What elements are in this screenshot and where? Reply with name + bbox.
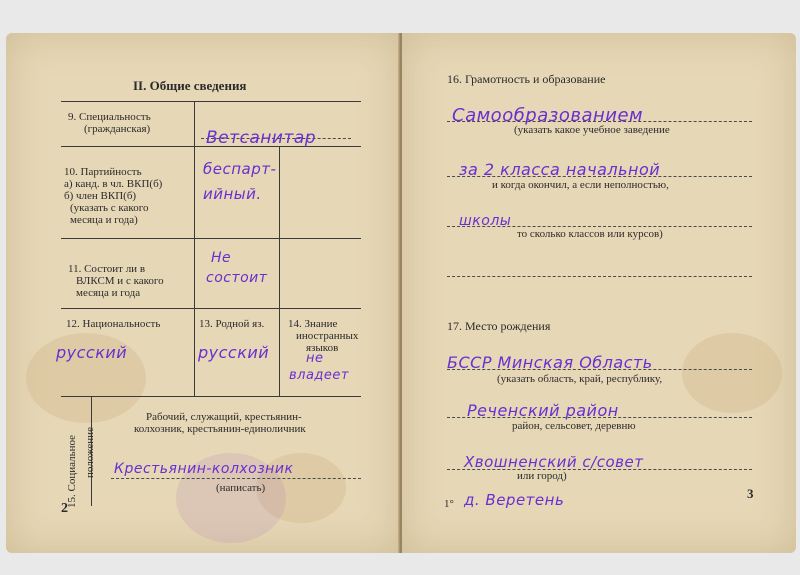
page-number: 3: [747, 486, 754, 501]
field-17-value: д. Веретень: [464, 491, 565, 509]
field-16-value: Самообразованием: [452, 105, 644, 126]
right-page: [402, 33, 796, 553]
field-12-value: русский: [56, 343, 128, 362]
field-17-hint: район, сельсовет, деревню: [512, 420, 636, 432]
field-12-label: 12. Национальность: [66, 318, 161, 330]
field-15-hint: Рабочий, служащий, крестьянин-: [146, 411, 302, 423]
fill-line: [447, 226, 752, 227]
section-title: II. Общие сведения: [133, 78, 247, 93]
field-17-value: БССР Минская Область: [447, 353, 653, 372]
table-rule: [61, 308, 361, 309]
field-15-label: положение: [84, 427, 96, 478]
field-11-label: ВЛКСМ и с какого: [76, 275, 164, 287]
fill-line: [447, 469, 752, 470]
field-16-label: 16. Грамотность и образование: [447, 72, 606, 86]
field-11-label: 11. Состоит ли в: [68, 263, 146, 275]
field-10-label: б) член ВКП(б): [64, 190, 137, 202]
table-rule: [279, 146, 280, 396]
field-16-value: школы: [459, 213, 512, 229]
field-17-prefix: 1°: [444, 498, 454, 510]
field-10-value: беспарт-: [203, 160, 277, 178]
field-10-label: (указать с какого: [70, 202, 149, 214]
field-13-label: 13. Родной яз.: [199, 318, 265, 330]
field-15-caption: (написать): [216, 482, 266, 494]
field-10-value: ийный.: [203, 185, 262, 203]
fill-line: [447, 369, 752, 370]
field-10-label: месяца и года): [70, 214, 138, 226]
field-11-value: состоит: [206, 270, 268, 286]
field-9-label: 9. Специальность: [68, 111, 151, 123]
field-13-value: русский: [198, 343, 270, 362]
fill-line: [447, 276, 752, 277]
field-16-value: за 2 класса начальной: [459, 160, 661, 179]
field-17-hint: (указать область, край, республику,: [497, 373, 663, 385]
field-17-value: Реченский район: [467, 401, 619, 420]
field-17-value: Хвошненский с/совет: [464, 453, 644, 471]
field-14-label: языков: [306, 342, 339, 354]
table-rule: [61, 238, 361, 239]
field-10-label: а) канд. в чл. ВКП(б): [64, 178, 163, 190]
paper-stain: [682, 333, 782, 413]
open-document-spread: [6, 33, 796, 553]
field-9-value: Ветсанитар: [206, 128, 317, 148]
field-15-label: 15. Социальное: [66, 435, 78, 508]
fill-line: [447, 121, 752, 122]
field-10-label: 10. Партийность: [64, 166, 142, 178]
field-16-hint: и когда окончил, а если неполностью,: [492, 179, 669, 191]
field-14-label: 14. Знание: [288, 318, 338, 330]
field-16-hint: (указать какое учебное заведение: [514, 124, 670, 136]
field-15-value: Крестьянин-колхозник: [114, 461, 294, 477]
table-rule: [194, 101, 195, 396]
field-17-label: 17. Место рождения: [447, 319, 551, 333]
fill-line: [447, 176, 752, 177]
field-11-label: месяца и года: [76, 287, 141, 299]
left-page: [6, 33, 400, 553]
field-15-hint: колхозник, крестьянин-единоличник: [134, 423, 306, 435]
page-number: 2: [61, 501, 68, 516]
fill-line: [447, 417, 752, 418]
field-17-hint: или город): [517, 470, 567, 482]
table-rule: [61, 396, 361, 397]
table-rule: [61, 101, 361, 102]
field-14-value: не: [306, 351, 324, 366]
field-14-value: владеет: [289, 368, 349, 383]
field-16-hint: то сколько классов или курсов): [517, 228, 663, 240]
field-9-label: (гражданская): [84, 123, 151, 135]
field-11-value: Не: [211, 250, 232, 266]
fill-line: [111, 478, 361, 479]
field-14-label: иностранных: [296, 330, 359, 342]
